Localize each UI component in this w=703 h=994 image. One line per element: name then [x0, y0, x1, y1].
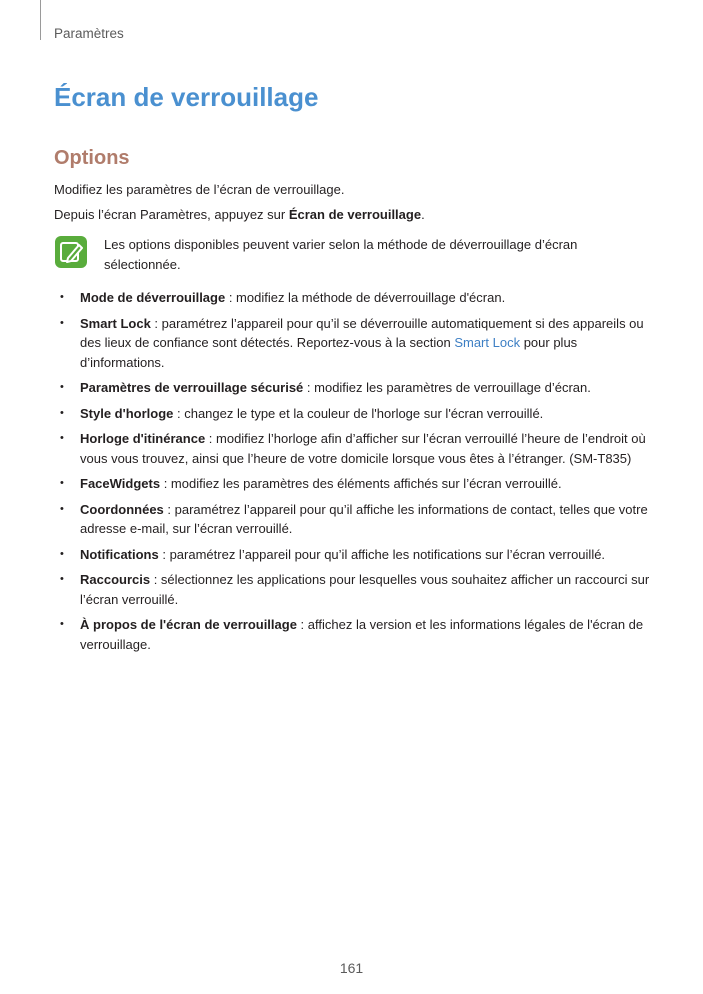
options-list [54, 288, 654, 660]
option-item [54, 288, 654, 308]
bullet-marker: • [60, 291, 64, 303]
option-description: : paramétrez l’appareil pour qu’il se déverrouille automatiquement si des appareils ou des lieux de confiance sont détectés. Reportez-vous à la section [80, 315, 644, 350]
option-description: : modifiez les paramètres des éléments affichés sur l’écran verrouillé. [160, 476, 562, 491]
option-term: FaceWidgets [80, 476, 161, 491]
option-term: Raccourcis [80, 572, 151, 587]
smart-lock-link[interactable]: Smart Lock [454, 335, 521, 350]
section-heading-options: Options [54, 147, 130, 169]
option-description: : paramétrez l’appareil pour qu’il affiche les informations de contact, telles que votre adresse e-mail, sur l’écran verrouillé. [80, 501, 648, 536]
option-term: Coordonnées [80, 501, 164, 517]
option-description: : modifiez la méthode de déverrouillage d'écran. [225, 290, 506, 305]
option-item [54, 314, 654, 373]
intro-line-2 [54, 206, 425, 224]
option-item [54, 429, 654, 468]
bullet-marker: • [60, 477, 64, 489]
option-description: : modifiez les paramètres de verrouillage d’écran. [303, 380, 591, 395]
option-term: Paramètres de verrouillage sécurisé [80, 380, 304, 395]
bullet-marker: • [60, 618, 64, 630]
option-term: Mode de déverrouillage [80, 290, 226, 305]
note-text: Les options disponibles peuvent varier selon la méthode de déverrouillage d’écran sélectionnée. [104, 237, 578, 272]
option-description: : sélectionnez les applications pour lesquelles vous souhaitez afficher un raccourci sur l’écran verrouillé. [80, 572, 650, 607]
intro-line-2-menu-item: Écran de verrouillage [288, 207, 422, 222]
page-title: Écran de verrouillage [54, 82, 319, 112]
note-pencil-icon [55, 236, 87, 268]
option-description-end: pour plus d’informations. [80, 335, 578, 370]
intro-line-1: Modifiez les paramètres de l’écran de verrouillage. [54, 182, 345, 197]
option-description: : paramétrez l’appareil pour qu’il affiche les notifications sur l’écran verrouillé. [158, 546, 606, 562]
bullet-marker: • [60, 316, 64, 329]
bullet-marker: • [60, 406, 64, 419]
option-description: : affichez la version et les informations légales de l'écran de verrouillage. [80, 617, 644, 652]
intro-line-2-text: Depuis l’écran Paramètres, appuyez sur [54, 207, 289, 222]
option-term: Style d'horloge [80, 405, 174, 421]
intro-line-2-end: . [421, 207, 425, 222]
option-description: : changez le type et la couleur de l'horloge sur l'écran verrouillé. [173, 405, 544, 421]
option-item [54, 474, 654, 494]
header-rule [40, 0, 41, 40]
running-header: Paramètres [54, 26, 124, 41]
option-item [54, 404, 654, 424]
option-item [54, 545, 654, 565]
bullet-marker: • [60, 547, 64, 560]
option-item [54, 615, 654, 654]
bullet-marker: • [60, 502, 64, 515]
bullet-marker: • [60, 573, 64, 585]
option-term: À propos de l'écran de verrouillage [80, 617, 297, 632]
option-term: Smart Lock [80, 315, 151, 331]
bullet-marker: • [60, 381, 64, 393]
option-term: Horloge d'itinérance [80, 431, 206, 446]
bullet-marker: • [60, 432, 64, 444]
option-term: Notifications [80, 546, 159, 562]
option-description: : modifiez l’horloge afin d’afficher sur l’écran verrouillé l’heure de l’endroit où vous vous trouvez, ainsi que l’heure de votre domicile lorsque vous êtes à l’étranger. (SM-T835) [80, 431, 646, 466]
option-item [54, 570, 654, 609]
option-item [54, 500, 654, 539]
page-number: 161 [339, 960, 364, 976]
option-item [54, 378, 654, 398]
